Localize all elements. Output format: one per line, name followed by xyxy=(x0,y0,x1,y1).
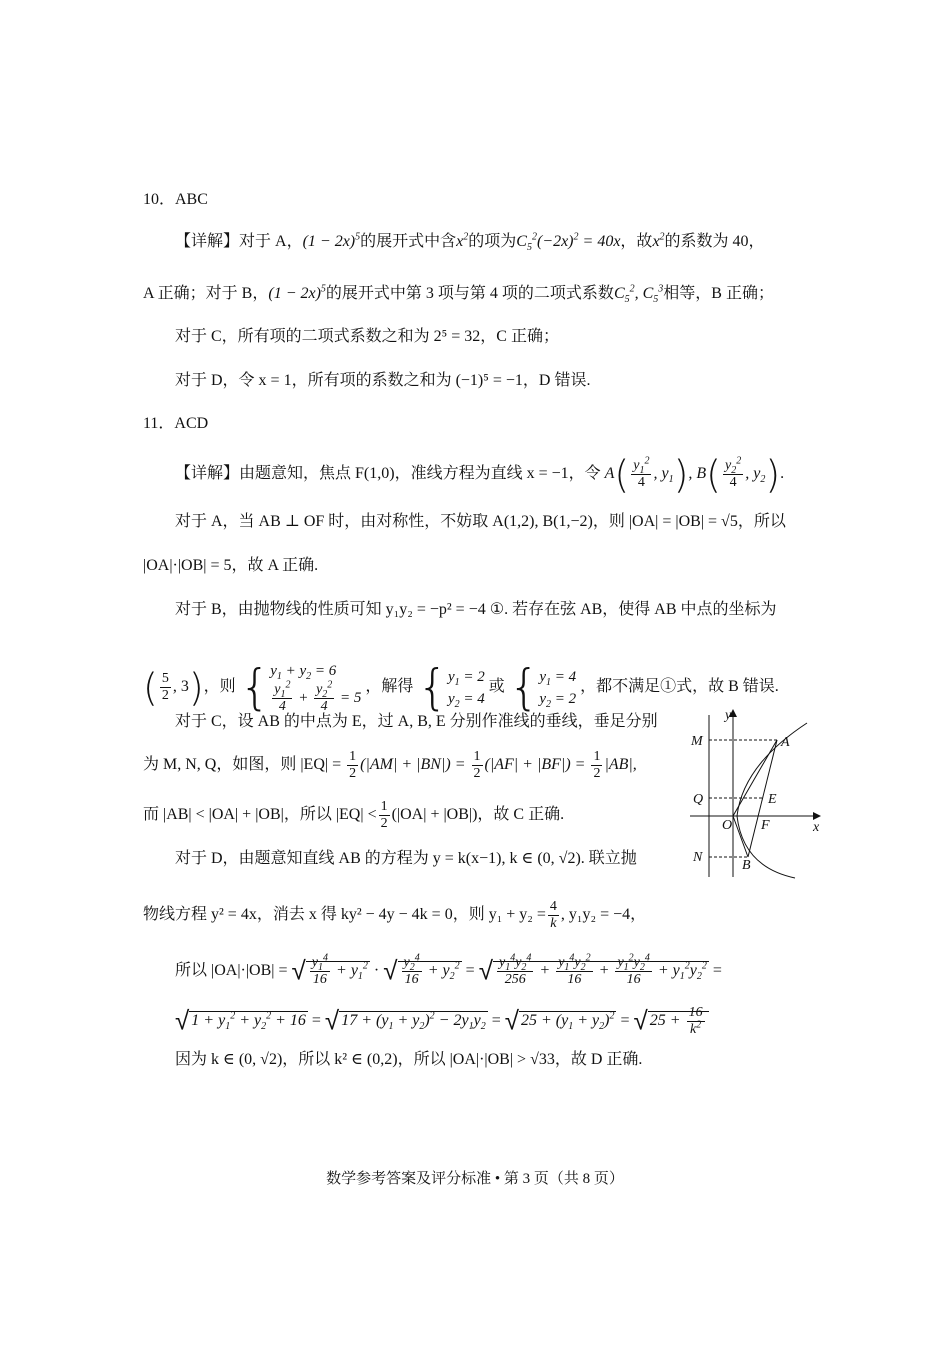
q11-b-line1: 对于 B，由抛物线的性质可知 y₁y₂ = −p² = −4 ①. 若存在弦 AB，使得 AB 中点的坐标为 xyxy=(175,601,777,618)
page-footer: 数学参考答案及评分标准 • 第 3 页（共 8 页） xyxy=(326,1171,624,1187)
segment-ob xyxy=(733,816,748,857)
q11-c-line3: 而 |AB| < |OA| + |OB|，所以 |EQ| < $\frac{1}{2}$ (|OA| + |OB|)，故 C 正确. xyxy=(143,799,565,831)
q11-a-line1: 对于 A，当 AB ⊥ OF 时，由对称性，不妨取 A(1,2), B(1,−2)，则 |OA| = |OB| = √5，所以 xyxy=(175,513,786,530)
label-n: N xyxy=(693,850,703,865)
parabola-figure xyxy=(685,705,825,880)
q10-line-b: A 正确；对于 B，$(1 - 2x)^5$的展开式中第 3 项与第 4 项的二项式系数$C_5^2$, $C_5^3$相等，B 正确； xyxy=(143,283,774,306)
label-b: B xyxy=(742,858,751,873)
label-x: x xyxy=(813,820,820,835)
q11-b-line2: ( $\frac{5}{2}$ , 3)，则 { $y_1 + y_2 = 6$ $\frac{y_1^2}{4}$ + $\frac{y_2^2}{4}$ = 5 ，解得 { $y_1 = 2$ $y_2 = 4$ 或 { $y_1 = 4$ $y_2 = 2$ ，都不满足①式，故 B 错误. xyxy=(143,659,779,716)
q11-intro: 【详解】由题意知，焦点 F(1,0)，准线方程为直线 x = −1，令 A( $\frac{y_1^2}{4}$ , $y_1$), B( $\frac{y_2^2}{4}$ , $y_2$). xyxy=(175,452,785,497)
q11-d-line2: 物线方程 y² = 4x，消去 x 得 ky² − 4y − 4k = 0，则 y₁ + y₂ = $\frac{4}{k}$ , y₁y₂ = −4， xyxy=(143,899,647,931)
q10-line-a: 【详解】对于 A，$(1 - 2x)^5$的展开式中含$x^2$的项为$C_5^2(-2x)^2 = 40x$，故$x^2$的系数为 40， xyxy=(175,231,765,254)
q11-d-line1: 对于 D，由题意知直线 AB 的方程为 y = k(x−1), k ∈ (0, √2). 联立抛 xyxy=(175,850,637,867)
label-e: E xyxy=(768,792,777,807)
label-m: M xyxy=(691,734,703,749)
label-q: Q xyxy=(693,792,704,807)
q11-a-line2: |OA|·|OB| = 5，故 A 正确. xyxy=(143,557,319,574)
q11-d-line3: 所以 |OA|·|OB| = √ $\frac{y_1^4}{16}$ + $y_1^2$ · √ $\frac{y_2^4}{16}$ + $y_2^2$ = √ $\frac{y_1^4y_2^4}{256}$ + $\frac{y_1^4y_2^2}{16}$ + $\frac{y_1^2y_2^4}{16}$ + $y_1^2y_2^2$ = xyxy=(175,952,722,987)
answer-q11: 11．ACD xyxy=(143,415,209,432)
q11-d-line5: 因为 k ∈ (0, √2)，所以 k² ∈ (0,2)，所以 |OA|·|OB| > √33，故 D 正确. xyxy=(175,1051,643,1068)
q11-c-line2: 为 M, N, Q，如图，则 |EQ| = $\frac{1}{2}$ (|AM| + |BN|) = $\frac{1}{2}$ (|AF| + |BF|) = $\frac{1}{2}$ |AB|, xyxy=(143,749,637,781)
label-y: y xyxy=(725,708,732,723)
q10-line-d: 对于 D，令 x = 1，所有项的系数之和为 (−1)⁵ = −1，D 错误. xyxy=(175,372,591,389)
label-f: F xyxy=(761,818,770,833)
q10-line-c: 对于 C，所有项的二项式系数之和为 2⁵ = 32，C 正确； xyxy=(175,328,559,345)
q11-c-line1: 对于 C，设 AB 的中点为 E，过 A, B, E 分别作准线的垂线，垂足分别 xyxy=(175,713,658,730)
label-a: A xyxy=(781,735,790,750)
answer-q10: 10．ABC xyxy=(143,191,208,208)
q11-d-line4: √ $1 + y_1^2 + y_2^2 + 16$ = √ $17 + (y_1 + y_2)^2 - 2y_1y_2$ = √ $25 + (y_1 + y_2)^2$ = √ 25 + $\frac{16}{k^2}$ xyxy=(175,1005,709,1038)
label-o: O xyxy=(722,818,733,833)
